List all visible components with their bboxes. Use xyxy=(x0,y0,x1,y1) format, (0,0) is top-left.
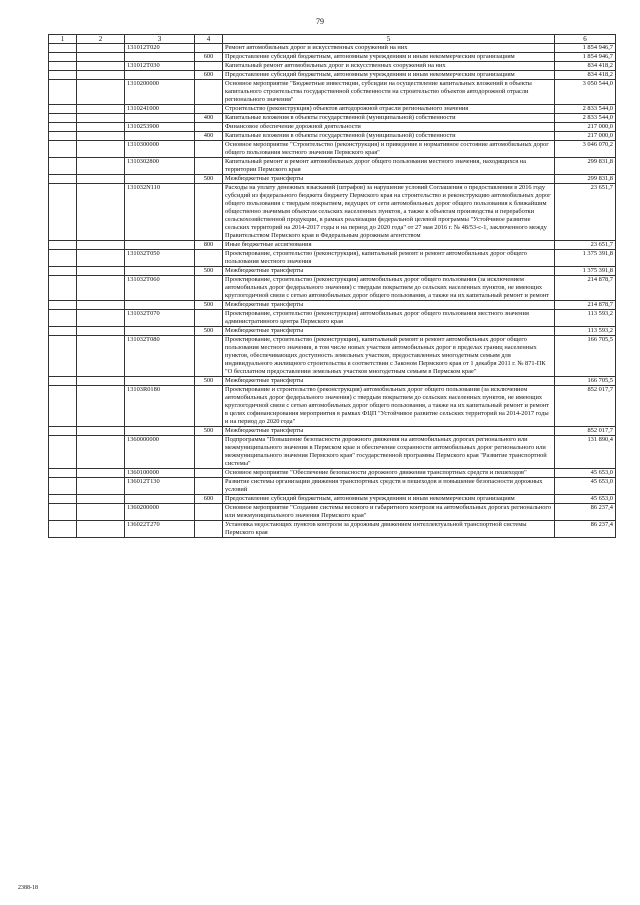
code-cell xyxy=(125,53,195,62)
code-cell: 131032Т060 xyxy=(125,276,195,301)
empty-cell xyxy=(77,377,125,386)
table-row xyxy=(49,310,616,327)
name-cell: Межбюджетные трансферты xyxy=(223,175,555,184)
column-number: 6 xyxy=(555,35,616,44)
code-cell: 1310253900 xyxy=(125,123,195,132)
amount-cell: 1 854 946,7 xyxy=(555,53,616,62)
empty-cell xyxy=(49,436,77,469)
code-cell xyxy=(125,114,195,123)
type-cell xyxy=(195,469,223,478)
empty-cell xyxy=(77,336,125,377)
table-row xyxy=(49,478,616,495)
table-row xyxy=(49,504,616,521)
amount-cell: 2 833 544,0 xyxy=(555,114,616,123)
name-cell: Проектирование, строительство (реконструкция) автомобильных дорог общего пользования местного значения административного центра Пермского края xyxy=(223,310,555,327)
type-cell xyxy=(195,521,223,538)
type-cell xyxy=(195,504,223,521)
name-cell: Межбюджетные трансферты xyxy=(223,427,555,436)
code-cell: 131032Т080 xyxy=(125,336,195,377)
name-cell: Межбюджетные трансферты xyxy=(223,301,555,310)
empty-cell xyxy=(77,310,125,327)
empty-cell xyxy=(49,267,77,276)
empty-cell xyxy=(49,80,77,105)
empty-cell xyxy=(49,377,77,386)
amount-cell: 23 651,7 xyxy=(555,241,616,250)
type-cell: 600 xyxy=(195,53,223,62)
name-cell: Строительство (реконструкция) объектов автодорожной отрасли регионального значения xyxy=(223,105,555,114)
empty-cell xyxy=(77,521,125,538)
amount-cell: 131 890,4 xyxy=(555,436,616,469)
amount-cell: 834 418,2 xyxy=(555,62,616,71)
table-row xyxy=(49,175,616,184)
empty-cell xyxy=(77,241,125,250)
table-row xyxy=(49,495,616,504)
empty-cell xyxy=(49,310,77,327)
empty-cell xyxy=(77,504,125,521)
table-row xyxy=(49,427,616,436)
amount-cell: 214 878,7 xyxy=(555,301,616,310)
type-cell xyxy=(195,158,223,175)
type-cell xyxy=(195,123,223,132)
amount-cell: 45 653,0 xyxy=(555,495,616,504)
empty-cell xyxy=(77,427,125,436)
table-row xyxy=(49,377,616,386)
table-row xyxy=(49,469,616,478)
code-cell xyxy=(125,377,195,386)
name-cell: Межбюджетные трансферты xyxy=(223,267,555,276)
name-cell: Основное мероприятие "Обеспечение безопасности дорожного движения транспортных средств и пешеходов" xyxy=(223,469,555,478)
budget-table xyxy=(48,34,616,538)
code-cell xyxy=(125,267,195,276)
empty-cell xyxy=(77,158,125,175)
table-row xyxy=(49,184,616,241)
name-cell: Предоставление субсидий бюджетным, автономным учреждениям и иным некоммерческим организациям xyxy=(223,53,555,62)
amount-cell: 113 593,2 xyxy=(555,327,616,336)
type-cell xyxy=(195,80,223,105)
document-code: 2388-18 xyxy=(18,885,38,891)
empty-cell xyxy=(49,53,77,62)
table-row xyxy=(49,250,616,267)
empty-cell xyxy=(77,141,125,158)
name-cell: Межбюджетные трансферты xyxy=(223,377,555,386)
page-number: 79 xyxy=(316,17,324,26)
empty-cell xyxy=(77,276,125,301)
table-row xyxy=(49,71,616,80)
code-cell: 1360200000 xyxy=(125,504,195,521)
empty-cell xyxy=(77,80,125,105)
type-cell: 500 xyxy=(195,377,223,386)
column-numbers-row xyxy=(49,35,616,44)
empty-cell xyxy=(77,175,125,184)
name-cell: Проектирование, строительство (реконструкция), капитальный ремонт и ремонт автомобильных дорог общего пользования местного значения xyxy=(223,250,555,267)
name-cell: Иные бюджетные ассигнования xyxy=(223,241,555,250)
empty-cell xyxy=(49,141,77,158)
name-cell: Расходы на уплату денежных взысканий (штрафов) за нарушение условий Соглашения о предоставлении в 2016 году субсидий из федерального бюджета бюджету Пермского края на строительство и реконструкцию автомобильных дорог общего пользования с твердым покрытием, ведущих от сети автомобильных дорог общего пользования к ближайшим общественно значимым объектам сельских населенных пунктов, а также к объектам производства и переработки сельскохозяйственной продукции, в рамках реализации федеральной целевой программы "Устойчивое развитие сельских территорий на 2014-2017 годы и на период до 2020 года" от 27 мая 2016 г. № 48/53-с-1, заключенного между Правительством Пермского края и Федеральным дорожным агентством xyxy=(223,184,555,241)
table-row xyxy=(49,301,616,310)
type-cell: 800 xyxy=(195,241,223,250)
empty-cell xyxy=(49,336,77,377)
empty-cell xyxy=(49,105,77,114)
empty-cell xyxy=(77,71,125,80)
code-cell xyxy=(125,71,195,80)
type-cell xyxy=(195,310,223,327)
type-cell: 600 xyxy=(195,71,223,80)
empty-cell xyxy=(77,478,125,495)
amount-cell: 852 017,7 xyxy=(555,427,616,436)
type-cell xyxy=(195,336,223,377)
table-row xyxy=(49,80,616,105)
code-cell xyxy=(125,495,195,504)
table-row xyxy=(49,436,616,469)
table-row xyxy=(49,521,616,538)
table-row xyxy=(49,114,616,123)
code-cell xyxy=(125,175,195,184)
name-cell: Капитальный ремонт автомобильных дорог и искусственных сооружений на них xyxy=(223,62,555,71)
type-cell xyxy=(195,141,223,158)
name-cell: Подпрограмма "Повышение безопасности дорожного движения на автомобильных дорогах регионального или межмуниципального значения в Пермском крае и обеспечение сохранности автомобильных дорог регионального или межмуниципального значения Пермского края" государственной программы Пермского края "Развитие транспортной системы" xyxy=(223,436,555,469)
code-cell: 131012Т020 xyxy=(125,44,195,53)
empty-cell xyxy=(49,427,77,436)
amount-cell: 166 705,5 xyxy=(555,377,616,386)
amount-cell: 2 833 544,0 xyxy=(555,105,616,114)
empty-cell xyxy=(77,114,125,123)
type-cell xyxy=(195,386,223,427)
type-cell: 500 xyxy=(195,301,223,310)
amount-cell: 1 854 946,7 xyxy=(555,44,616,53)
empty-cell xyxy=(49,327,77,336)
name-cell: Проектирование, строительство (реконструкция) автомобильных дорог общего пользования (за исключением автомобильных дорог федерального значения) с твердым покрытием до сельских населенных пунктов, не имеющих круглогодичной связи с сетью автомобильных дорог общего пользования, а также на их капитальный ремонт и ремонт xyxy=(223,276,555,301)
type-cell: 400 xyxy=(195,132,223,141)
empty-cell xyxy=(77,123,125,132)
name-cell: Финансовое обеспечение дорожной деятельности xyxy=(223,123,555,132)
name-cell: Ремонт автомобильных дорог и искусственных сооружений на них xyxy=(223,44,555,53)
amount-cell: 214 878,7 xyxy=(555,276,616,301)
empty-cell xyxy=(77,301,125,310)
column-number: 4 xyxy=(195,35,223,44)
name-cell: Межбюджетные трансферты xyxy=(223,327,555,336)
code-cell: 1360100000 xyxy=(125,469,195,478)
column-number: 5 xyxy=(223,35,555,44)
amount-cell: 299 831,8 xyxy=(555,175,616,184)
empty-cell xyxy=(49,478,77,495)
empty-cell xyxy=(49,71,77,80)
empty-cell xyxy=(77,436,125,469)
code-cell xyxy=(125,301,195,310)
empty-cell xyxy=(49,301,77,310)
empty-cell xyxy=(49,123,77,132)
empty-cell xyxy=(77,327,125,336)
table-row xyxy=(49,336,616,377)
type-cell xyxy=(195,105,223,114)
empty-cell xyxy=(49,386,77,427)
empty-cell xyxy=(77,386,125,427)
table-row xyxy=(49,276,616,301)
name-cell: Развитие системы организации движения транспортных средств и пешеходов и повышение безопасности дорожных условий xyxy=(223,478,555,495)
code-cell: 1310300000 xyxy=(125,141,195,158)
table-row xyxy=(49,62,616,71)
table-row xyxy=(49,123,616,132)
code-cell: 1360000000 xyxy=(125,436,195,469)
empty-cell xyxy=(77,53,125,62)
table-row xyxy=(49,386,616,427)
table-row xyxy=(49,132,616,141)
column-number: 3 xyxy=(125,35,195,44)
table-row xyxy=(49,327,616,336)
empty-cell xyxy=(49,132,77,141)
amount-cell: 217 000,0 xyxy=(555,132,616,141)
code-cell: 131012Т030 xyxy=(125,62,195,71)
type-cell xyxy=(195,62,223,71)
code-cell: 1310241000 xyxy=(125,105,195,114)
empty-cell xyxy=(77,184,125,241)
amount-cell: 113 593,2 xyxy=(555,310,616,327)
table-row xyxy=(49,241,616,250)
name-cell: Капитальные вложения в объекты государственной (муниципальной) собственности xyxy=(223,132,555,141)
empty-cell xyxy=(49,250,77,267)
type-cell: 600 xyxy=(195,495,223,504)
name-cell: Основное мероприятие "Бюджетные инвестиции, субсидии на осуществление капитальных вложений в объекты капитального строительства государственной собственности на строительство объектов автодорожной отрасли регионального значения" xyxy=(223,80,555,105)
code-cell: 136012Т130 xyxy=(125,478,195,495)
name-cell: Капитальный ремонт и ремонт автомобильных дорог общего пользования местного значения, находящихся на территории Пермского края xyxy=(223,158,555,175)
empty-cell xyxy=(77,267,125,276)
code-cell xyxy=(125,241,195,250)
empty-cell xyxy=(77,105,125,114)
empty-cell xyxy=(49,158,77,175)
amount-cell: 86 237,4 xyxy=(555,504,616,521)
amount-cell: 3 046 070,2 xyxy=(555,141,616,158)
amount-cell: 299 831,8 xyxy=(555,158,616,175)
amount-cell: 3 050 544,0 xyxy=(555,80,616,105)
empty-cell xyxy=(49,521,77,538)
code-cell xyxy=(125,327,195,336)
column-number: 1 xyxy=(49,35,77,44)
name-cell: Проектирование и строительство (реконструкция) автомобильных дорог общего пользования (за исключением автомобильных дорог федерального значения) с твердым покрытием до сельских населенных пунктов, не имеющих круглогодичной связи с сетью автомобильных дорог общего пользования, а также на их капитальный ремонт и ремонт в целях софинансирования мероприятия в рамках ФЦП "Устойчивое развитие сельских территорий на 2014-2017 годы и на период до 2020 года" xyxy=(223,386,555,427)
type-cell xyxy=(195,436,223,469)
table-row xyxy=(49,158,616,175)
budget-table-body xyxy=(49,35,616,538)
empty-cell xyxy=(77,44,125,53)
type-cell: 500 xyxy=(195,327,223,336)
empty-cell xyxy=(49,504,77,521)
code-cell: 1310200000 xyxy=(125,80,195,105)
type-cell: 500 xyxy=(195,175,223,184)
code-cell: 136022Т270 xyxy=(125,521,195,538)
code-cell: 131032Т050 xyxy=(125,250,195,267)
amount-cell: 1 375 391,8 xyxy=(555,267,616,276)
name-cell: Основное мероприятие "Строительство (реконструкция) и приведение в нормативное состояние автомобильных дорог общего пользования местного значения Пермского края" xyxy=(223,141,555,158)
name-cell: Установка недостающих пунктов контроля за дорожным движением интеллектуальной транспортной системы Пермского края xyxy=(223,521,555,538)
empty-cell xyxy=(49,469,77,478)
empty-cell xyxy=(49,241,77,250)
table-row xyxy=(49,44,616,53)
name-cell: Предоставление субсидий бюджетным, автономным учреждениям и иным некоммерческим организациям xyxy=(223,71,555,80)
empty-cell xyxy=(49,175,77,184)
amount-cell: 86 237,4 xyxy=(555,521,616,538)
code-cell: 13103R0180 xyxy=(125,386,195,427)
type-cell xyxy=(195,184,223,241)
table-row xyxy=(49,105,616,114)
type-cell xyxy=(195,44,223,53)
empty-cell xyxy=(49,44,77,53)
code-cell: 1310302800 xyxy=(125,158,195,175)
type-cell: 500 xyxy=(195,427,223,436)
table-row xyxy=(49,141,616,158)
empty-cell xyxy=(49,276,77,301)
type-cell xyxy=(195,250,223,267)
amount-cell: 1 375 391,8 xyxy=(555,250,616,267)
name-cell: Предоставление субсидий бюджетным, автономным учреждениям и иным некоммерческим организациям xyxy=(223,495,555,504)
code-cell xyxy=(125,427,195,436)
name-cell: Капитальные вложения в объекты государственной (муниципальной) собственности xyxy=(223,114,555,123)
empty-cell xyxy=(77,495,125,504)
empty-cell xyxy=(77,132,125,141)
type-cell xyxy=(195,478,223,495)
empty-cell xyxy=(49,495,77,504)
type-cell xyxy=(195,276,223,301)
type-cell: 500 xyxy=(195,267,223,276)
type-cell: 400 xyxy=(195,114,223,123)
table-row xyxy=(49,53,616,62)
code-cell xyxy=(125,132,195,141)
code-cell: 131032N110 xyxy=(125,184,195,241)
empty-cell xyxy=(77,250,125,267)
amount-cell: 23 651,7 xyxy=(555,184,616,241)
amount-cell: 852 017,7 xyxy=(555,386,616,427)
amount-cell: 834 418,2 xyxy=(555,71,616,80)
name-cell: Проектирование, строительство (реконструкция), капитальный ремонт и ремонт автомобильных дорог общего пользования местного значения, в том числе новых участков автомобильных дорог в пределах границ населенных пунктов, обеспечивающих доступность земельных участков, предоставленных многодетным семьям для индивидуального жилищного строительства в соответствии с Законом Пермского края от 1 декабря 2011 г. № 871-ПК "О бесплатном предоставлении земельных участков многодетным семьям в Пермском крае" xyxy=(223,336,555,377)
amount-cell: 166 705,5 xyxy=(555,336,616,377)
empty-cell xyxy=(77,62,125,71)
amount-cell: 45 653,0 xyxy=(555,478,616,495)
table-row xyxy=(49,267,616,276)
empty-cell xyxy=(49,184,77,241)
amount-cell: 45 653,0 xyxy=(555,469,616,478)
empty-cell xyxy=(77,469,125,478)
name-cell: Основное мероприятие "Создание системы весового и габаритного контроля на автомобильных дорогах регионального или межмуниципального значения Пермского края" xyxy=(223,504,555,521)
code-cell: 131032Т070 xyxy=(125,310,195,327)
column-number: 2 xyxy=(77,35,125,44)
amount-cell: 217 000,0 xyxy=(555,123,616,132)
empty-cell xyxy=(49,114,77,123)
empty-cell xyxy=(49,62,77,71)
